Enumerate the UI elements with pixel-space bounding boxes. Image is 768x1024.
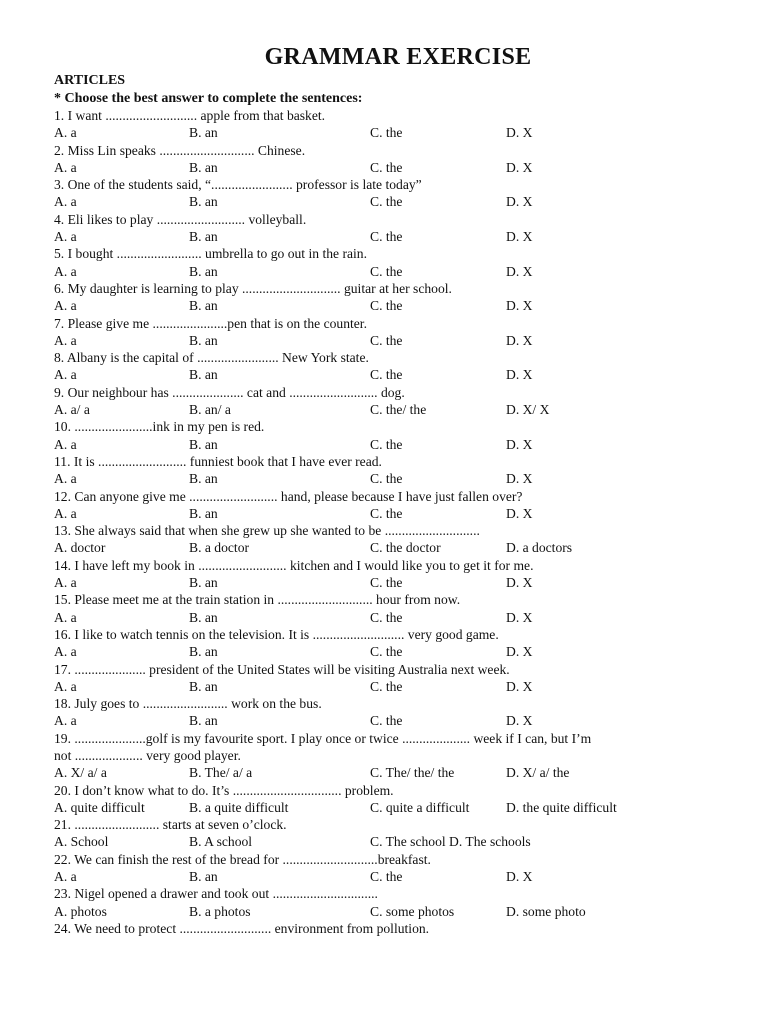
answer-option: B. an — [189, 678, 218, 694]
answer-option: D. some photo — [506, 903, 586, 919]
answer-options — [54, 903, 754, 920]
answer-options — [54, 539, 754, 556]
answer-option: A. a — [54, 263, 77, 279]
section-heading: ARTICLES — [54, 73, 126, 88]
answer-option: C. the — [370, 575, 403, 591]
answer-option: A. a — [54, 505, 77, 521]
question-text: 9. Our neighbour has ..................... cat and .......................... dog. — [54, 384, 405, 400]
answer-option: A. a/ a — [54, 402, 90, 418]
answer-options — [54, 228, 754, 245]
question-text: 19. .....................golf is my favourite sport. I play once or twice .................... week if I can, but I’m — [54, 730, 592, 746]
answer-options — [54, 297, 754, 314]
answer-option: C. the — [370, 367, 403, 383]
answer-option: C. the — [370, 471, 403, 487]
answer-option: C. the — [370, 332, 403, 348]
answer-option: D. a doctors — [506, 540, 573, 556]
answer-option: B. an — [189, 471, 218, 487]
answer-option: D. X — [506, 609, 533, 625]
answer-option: A. photos — [54, 903, 107, 919]
answer-option: B. an — [189, 713, 218, 729]
answer-option: B. an — [189, 229, 218, 245]
answer-option: A. a — [54, 575, 77, 591]
answer-options — [54, 712, 754, 729]
answer-options — [54, 470, 754, 487]
answer-option: C. the — [370, 298, 403, 314]
answer-option: A. X/ a/ a — [54, 765, 107, 781]
answer-option: A. a — [54, 298, 77, 314]
question-text: 7. Please give me ......................pen that is on the counter. — [54, 315, 367, 331]
question-text: 10. .......................ink in my pen is red. — [54, 419, 265, 435]
answer-option: C. the — [370, 194, 403, 210]
answer-option: A. a — [54, 678, 77, 694]
answer-option: B. an — [189, 644, 218, 660]
answer-option: A. a — [54, 229, 77, 245]
answer-option: B. an — [189, 436, 218, 452]
answer-options — [54, 643, 754, 660]
answer-option: D. X — [506, 332, 533, 348]
answer-options — [54, 764, 754, 781]
answer-option: A. a — [54, 713, 77, 729]
answer-option: B. an/ a — [189, 402, 231, 418]
answer-option: C. the — [370, 436, 403, 452]
answer-option: C. The school D. The schools — [370, 834, 531, 850]
page-title: GRAMMAR EXERCISE — [264, 44, 532, 70]
answer-option: A. a — [54, 367, 77, 383]
question-text: 2. Miss Lin speaks ............................ Chinese. — [54, 142, 306, 158]
answer-options — [54, 678, 754, 695]
answer-option: B. an — [189, 263, 218, 279]
answer-option: A. a — [54, 436, 77, 452]
answer-option: D. X — [506, 125, 533, 141]
answer-options — [54, 193, 754, 210]
question-text: 13. She always said that when she grew up she wanted to be ............................ — [54, 523, 480, 539]
answer-options — [54, 833, 754, 850]
question-text: 21. ......................... starts at seven o’clock. — [54, 817, 287, 833]
answer-option: D. X — [506, 678, 533, 694]
answer-option: C. the — [370, 505, 403, 521]
answer-option: B. an — [189, 194, 218, 210]
question-text: 24. We need to protect ........................... environment from pollution. — [54, 920, 430, 936]
answer-options — [54, 263, 754, 280]
answer-options — [54, 124, 754, 141]
answer-option: B. an — [189, 575, 218, 591]
question-text: 22. We can finish the rest of the bread for ............................breakfast. — [54, 851, 431, 867]
answer-options — [54, 574, 754, 591]
question-text: 15. Please meet me at the train station in ............................ hour from now. — [54, 592, 461, 608]
answer-options — [54, 505, 754, 522]
answer-option: D. X — [506, 869, 533, 885]
answer-option: C. The/ the/ the — [370, 765, 455, 781]
answer-option: C. the — [370, 644, 403, 660]
question-text: 18. July goes to ......................... work on the bus. — [54, 696, 322, 712]
answer-option: A. a — [54, 644, 77, 660]
answer-option: C. the doctor — [370, 540, 441, 556]
answer-option: B. an — [189, 609, 218, 625]
answer-option: D. X — [506, 713, 533, 729]
answer-option: D. X — [506, 505, 533, 521]
answer-option: C. the — [370, 159, 403, 175]
answer-option: D. X — [506, 229, 533, 245]
question-text: 8. Albany is the capital of ........................ New York state. — [54, 350, 369, 366]
question-text: 1. I want ........................... apple from that basket. — [54, 108, 326, 123]
answer-option: A. a — [54, 332, 77, 348]
answer-option: A. a — [54, 471, 77, 487]
question-text: 5. I bought ......................... umbrella to go out in the rain. — [54, 246, 367, 262]
answer-option: D. X — [506, 367, 533, 383]
answer-option: B. an — [189, 367, 218, 383]
answer-options — [54, 159, 754, 176]
answer-option: D. X — [506, 575, 533, 591]
answer-option: C. the — [370, 678, 403, 694]
question-text: 3. One of the students said, “........................ professor is late today” — [54, 177, 422, 193]
answer-option: D. X — [506, 471, 533, 487]
answer-options — [54, 366, 754, 383]
answer-options — [54, 868, 754, 885]
answer-option: B. a doctor — [189, 540, 250, 556]
question-text: 14. I have left my book in .......................... kitchen and I would like you to get it for me. — [54, 557, 534, 573]
question-list — [54, 107, 754, 937]
answer-options — [54, 332, 754, 349]
answer-option: B. an — [189, 125, 218, 141]
question-text: 17. ..................... president of the United States will be visiting Australia next week. — [54, 661, 510, 677]
answer-option: D. the quite difficult — [506, 799, 617, 815]
answer-option: A. a — [54, 194, 77, 210]
answer-option: B. a photos — [189, 903, 251, 919]
answer-option: A. a — [54, 125, 77, 141]
answer-option: A. a — [54, 609, 77, 625]
answer-option: D. X/ X — [506, 402, 550, 418]
answer-option: C. the — [370, 609, 403, 625]
question-text: not .................... very good player. — [54, 747, 241, 763]
answer-option: D. X — [506, 644, 533, 660]
question-text: 6. My daughter is learning to play ............................. guitar at her school. — [54, 280, 452, 296]
answer-option: D. X — [506, 194, 533, 210]
answer-option: D. X — [506, 436, 533, 452]
answer-options — [54, 401, 754, 418]
answer-option: D. X — [506, 298, 533, 314]
question-text: 4. Eli likes to play .......................... volleyball. — [54, 211, 307, 227]
answer-option: A. School — [54, 834, 109, 850]
answer-option: D. X — [506, 263, 533, 279]
answer-options — [54, 609, 754, 626]
answer-options — [54, 799, 754, 816]
instructions: * Choose the best answer to complete the sentences: — [54, 91, 363, 106]
answer-option: C. the — [370, 263, 403, 279]
answer-option: B. an — [189, 298, 218, 314]
question-text: 11. It is .......................... funniest book that I have ever read. — [54, 453, 382, 469]
answer-option: C. the — [370, 713, 403, 729]
answer-option: D. X — [506, 159, 533, 175]
answer-option: C. the — [370, 229, 403, 245]
answer-option: A. doctor — [54, 540, 106, 556]
answer-options — [54, 436, 754, 453]
answer-option: B. A school — [189, 834, 253, 850]
question-text: 12. Can anyone give me .......................... hand, please because I have just fallen over? — [54, 488, 523, 504]
answer-option: B. an — [189, 159, 218, 175]
answer-option: C. the/ the — [370, 402, 427, 418]
question-text: 16. I like to watch tennis on the television. It is ........................... very good game. — [54, 626, 499, 642]
answer-option: C. the — [370, 125, 403, 141]
answer-option: A. quite difficult — [54, 799, 145, 815]
answer-option: B. The/ a/ a — [189, 765, 253, 781]
answer-option: C. quite a difficult — [370, 799, 470, 815]
answer-option: C. some photos — [370, 903, 455, 919]
answer-option: D. X/ a/ the — [506, 765, 570, 781]
answer-option: C. the — [370, 869, 403, 885]
answer-option: B. a quite difficult — [189, 799, 289, 815]
answer-option: B. an — [189, 505, 218, 521]
question-text: 23. Nigel opened a drawer and took out ............................... — [54, 886, 378, 902]
question-text: 20. I don’t know what to do. It’s ................................ problem. — [54, 782, 394, 798]
answer-option: A. a — [54, 159, 77, 175]
answer-option: A. a — [54, 869, 77, 885]
answer-option: B. an — [189, 332, 218, 348]
answer-option: B. an — [189, 869, 218, 885]
